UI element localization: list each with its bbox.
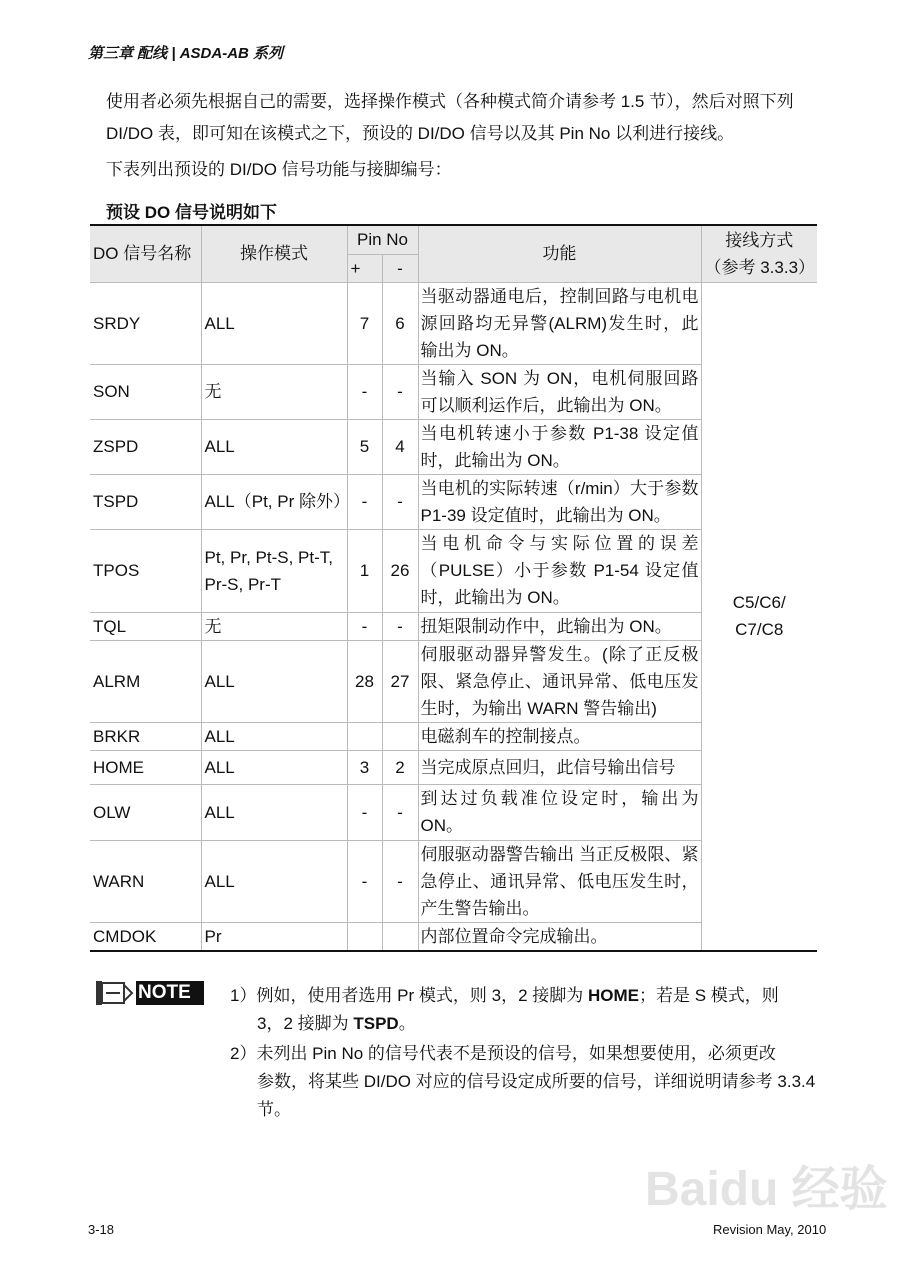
pin-plus: - [347, 784, 382, 840]
page-number: 3-18 [88, 1222, 115, 1237]
signal-name: TPOS [90, 529, 201, 612]
note-icon [96, 981, 204, 1005]
pin-minus [382, 722, 418, 750]
function-desc: 到达过负载准位设定时，输出为ON。 [418, 784, 701, 840]
operation-mode: ALL [201, 750, 347, 784]
pin-minus [382, 922, 418, 951]
operation-mode: ALL [201, 784, 347, 840]
operation-mode: ALL [201, 282, 347, 364]
note-text: 3，2 接脚为 [257, 1014, 354, 1033]
pin-minus: 26 [382, 529, 418, 612]
function-desc: 伺服驱动器警告输出 当正反极限、紧急停止、通讯异常、低电压发生时，产生警告输出。 [418, 840, 701, 922]
pin-plus: - [347, 612, 382, 640]
function-desc: 伺服驱动器异警发生。(除了正反极限、紧急停止、通讯异常、低电压发生时，为输出 WARN 警告输出) [418, 640, 701, 722]
function-desc: 电磁刹车的控制接点。 [418, 722, 701, 750]
operation-mode: ALL（Pt, Pr 除外） [201, 474, 347, 529]
header-wiring [701, 225, 817, 282]
function-desc: 当电机转速小于参数 P1-38 设定值时，此输出为 ON。 [418, 419, 701, 474]
note-text: ；若是 S 模式，则 [638, 986, 779, 1005]
pin-minus: 6 [382, 282, 418, 364]
operation-mode: Pt, Pr, Pt-S, Pt-T, Pr-S, Pr-T [201, 529, 347, 612]
watermark: Baidu 经验 [645, 1163, 888, 1216]
function-desc: 扭矩限制动作中，此输出为 ON。 [418, 612, 701, 640]
pin-plus: 5 [347, 419, 382, 474]
pin-plus: 1 [347, 529, 382, 612]
table-row [90, 282, 817, 364]
do-signal-table [90, 224, 817, 952]
operation-mode: Pr [201, 922, 347, 951]
signal-name: OLW [90, 784, 201, 840]
wiring-ref: （参考 3.3.3） [704, 257, 816, 277]
function-desc: 内部位置命令完成输出。 [418, 922, 701, 951]
signal-name: TSPD [90, 474, 201, 529]
pin-minus: - [382, 474, 418, 529]
function-desc: 当完成原点回归，此信号输出信号 [418, 750, 701, 784]
pin-minus: - [382, 784, 418, 840]
header-pin: Pin No [347, 225, 418, 254]
signal-name: TQL [90, 612, 201, 640]
note-text: 。 [398, 1014, 416, 1033]
operation-mode: ALL [201, 419, 347, 474]
pin-plus: 3 [347, 750, 382, 784]
operation-mode: ALL [201, 722, 347, 750]
note-item-1 [230, 982, 820, 1038]
signal-name: CMDOK [90, 922, 201, 951]
note-item-2 [230, 1040, 820, 1124]
pin-plus: 7 [347, 282, 382, 364]
function-desc: 当电机的实际转速（r/min）大于参数 P1-39 设定值时，此输出为 ON。 [418, 474, 701, 529]
note-text: 参数，将某些 DI/DO 对应的信号设定成所要的信号，详细说明请参考 3.3.4 节。 [257, 1072, 816, 1119]
pin-minus: 4 [382, 419, 418, 474]
signal-name: SON [90, 364, 201, 419]
function-desc: 当驱动器通电后，控制回路与电机电源回路均无异警(ALRM)发生时，此输出为 ON。 [418, 282, 701, 364]
pin-minus: 27 [382, 640, 418, 722]
operation-mode: ALL [201, 640, 347, 722]
pin-minus: 2 [382, 750, 418, 784]
operation-mode: 无 [201, 364, 347, 419]
pin-minus: - [382, 840, 418, 922]
pin-plus [347, 722, 382, 750]
intro-paragraph: 使用者必须先根据自己的需要，选择操作模式（各种模式简介请参考 1.5 节），然后对照下列 DI/DO 表，即可知在该模式之下，预设的 DI/DO 信号以及其 Pin No 以利进行接线。 [106, 92, 794, 143]
pin-minus: - [382, 364, 418, 419]
operation-mode: 无 [201, 612, 347, 640]
function-desc: 当输入 SON 为 ON，电机伺服回路可以顺利运作后，此输出为 ON。 [418, 364, 701, 419]
function-desc: 当电机命令与实际位置的误差（PULSE）小于参数 P1-54 设定值时，此输出为 ON。 [418, 529, 701, 612]
signal-name: ZSPD [90, 419, 201, 474]
note-label: NOTE [138, 982, 191, 1003]
pin-plus: - [347, 840, 382, 922]
pin-plus: 28 [347, 640, 382, 722]
pin-plus [347, 922, 382, 951]
pin-plus: - [347, 474, 382, 529]
wiring-value: C5/C6/ C7/C8 [701, 282, 817, 951]
note-text: 2）未列出 Pin No 的信号代表不是预设的信号，如果想要使用，必须更改 [230, 1044, 776, 1063]
pin-minus: - [382, 612, 418, 640]
signal-name: WARN [90, 840, 201, 922]
note-bold: TSPD [353, 1014, 399, 1033]
header-function: 功能 [418, 225, 701, 282]
signal-name: BRKR [90, 722, 201, 750]
note-text: 1）例如，使用者选用 Pr 模式，则 3，2 接脚为 [230, 986, 588, 1005]
note-bold: HOME [587, 986, 639, 1005]
header-name: DO 信号名称 [90, 225, 201, 282]
header-plus: + [347, 254, 382, 282]
header-mode: 操作模式 [201, 225, 347, 282]
signal-name: SRDY [90, 282, 201, 364]
intro-paragraph-2: 下表列出预设的 DI/DO 信号功能与接脚编号： [106, 160, 452, 179]
signal-name: ALRM [90, 640, 201, 722]
operation-mode: ALL [201, 840, 347, 922]
table-caption: 预设 DO 信号说明如下 [106, 203, 277, 222]
signal-name: HOME [90, 750, 201, 784]
pin-plus: - [347, 364, 382, 419]
header-minus: - [382, 254, 418, 282]
wiring-label: 接线方式 [725, 230, 794, 250]
chapter-header: 第三章 配线 | ASDA-AB 系列 [88, 45, 284, 62]
revision: Revision May, 2010 [713, 1222, 827, 1237]
